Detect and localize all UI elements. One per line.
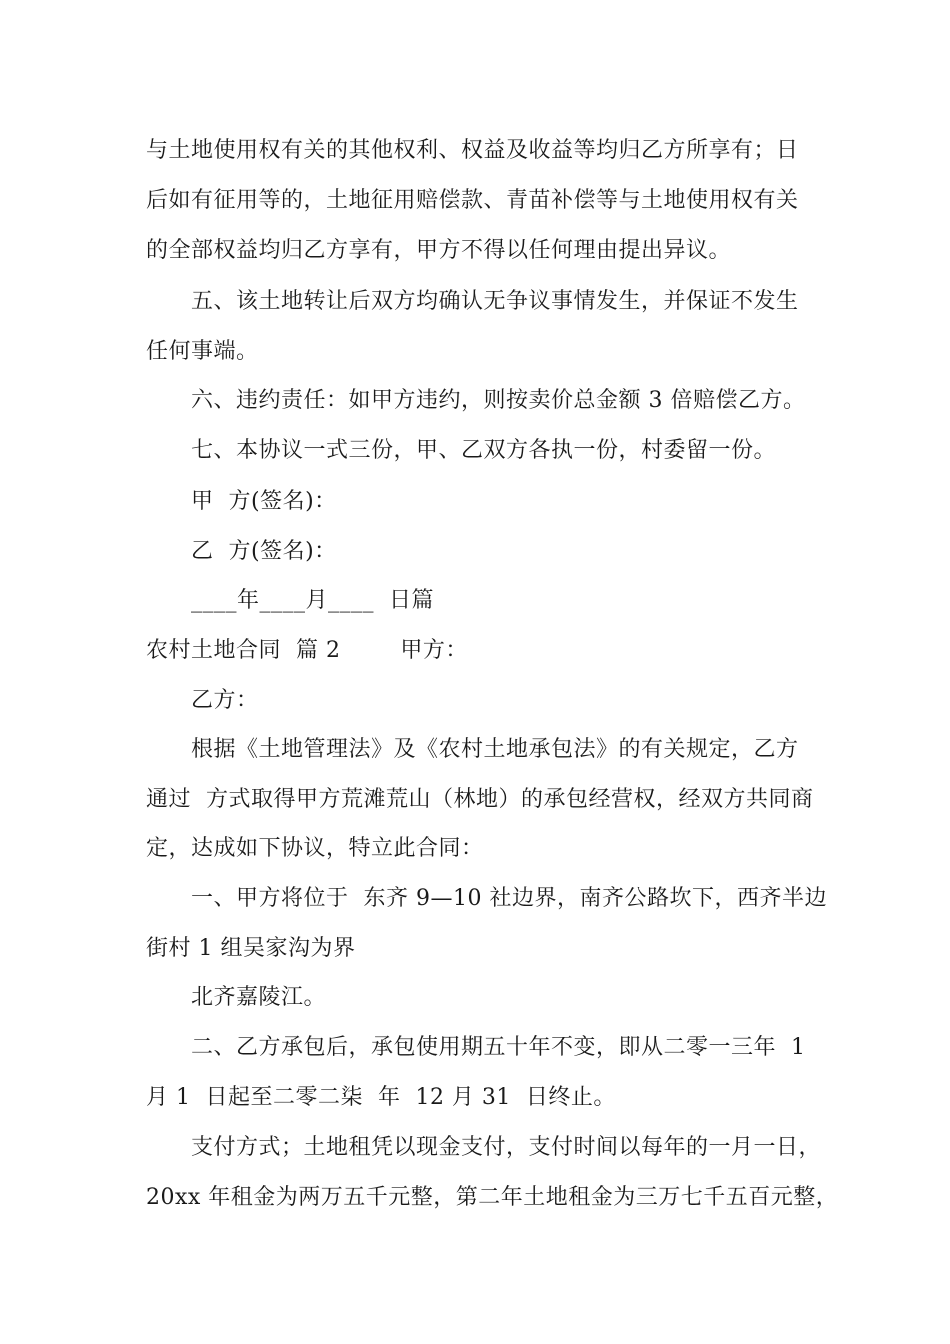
paragraph-line: 北齐嘉陵江。: [191, 985, 327, 1010]
paragraph-line: 定，达成如下协议，特立此合同：: [146, 836, 484, 861]
paragraph-line: 后如有征用等的，土地征用赔偿款、青苗补偿等与土地使用权有关: [146, 188, 799, 213]
clause-7-line: 七、本协议一式三份，甲、乙双方各执一份，村委留一份。: [191, 438, 777, 463]
clause-6-line: 六、违约责任：如甲方违约，则按卖价总金额 3 倍赔偿乙方。: [191, 388, 806, 413]
clause-1-line: 一、甲方将位于 东齐 9—10 社边界，南齐公路坎下，西齐半边: [191, 886, 827, 911]
paragraph-line: 街村 1 组吴家沟为界: [146, 936, 356, 961]
paragraph-line: 根据《土地管理法》及《农村土地承包法》的有关规定，乙方: [191, 737, 799, 762]
clause-5-line: 五、该土地转让后双方均确认无争议事情发生，并保证不发生: [191, 289, 799, 314]
paragraph-line: 20xx 年租金为两万五千元整，第二年土地租金为三万七千五百元整，: [146, 1185, 839, 1210]
paragraph-line: 通过 方式取得甲方荒滩荒山（林地）的承包经营权，经双方共同商: [146, 787, 814, 812]
paragraph-line: 月 1 日起至二零二柒 年 12 月 31 日终止。: [146, 1085, 616, 1110]
section-title-line: 农村土地合同 篇 2 甲方：: [146, 638, 468, 663]
payment-method-line: 支付方式；土地租凭以现金支付，支付时间以每年的一月一日，: [191, 1135, 822, 1160]
paragraph-line: 任何事端。: [146, 339, 259, 364]
party-b-line: 乙方：: [191, 688, 259, 713]
party-b-signature-line: 乙 方(签名)：: [191, 539, 337, 564]
paragraph-line: 与土地使用权有关的其他权利、权益及收益等均归乙方所享有；日: [146, 138, 799, 163]
paragraph-line: 的全部权益均归乙方享有，甲方不得以任何理由提出异议。: [146, 238, 732, 263]
party-a-signature-line: 甲 方(签名)：: [191, 489, 337, 514]
date-line: ____年____月____ 日篇: [191, 588, 434, 613]
clause-2-line: 二、乙方承包后，承包使用期五十年不变，即从二零一三年 1: [191, 1035, 806, 1060]
